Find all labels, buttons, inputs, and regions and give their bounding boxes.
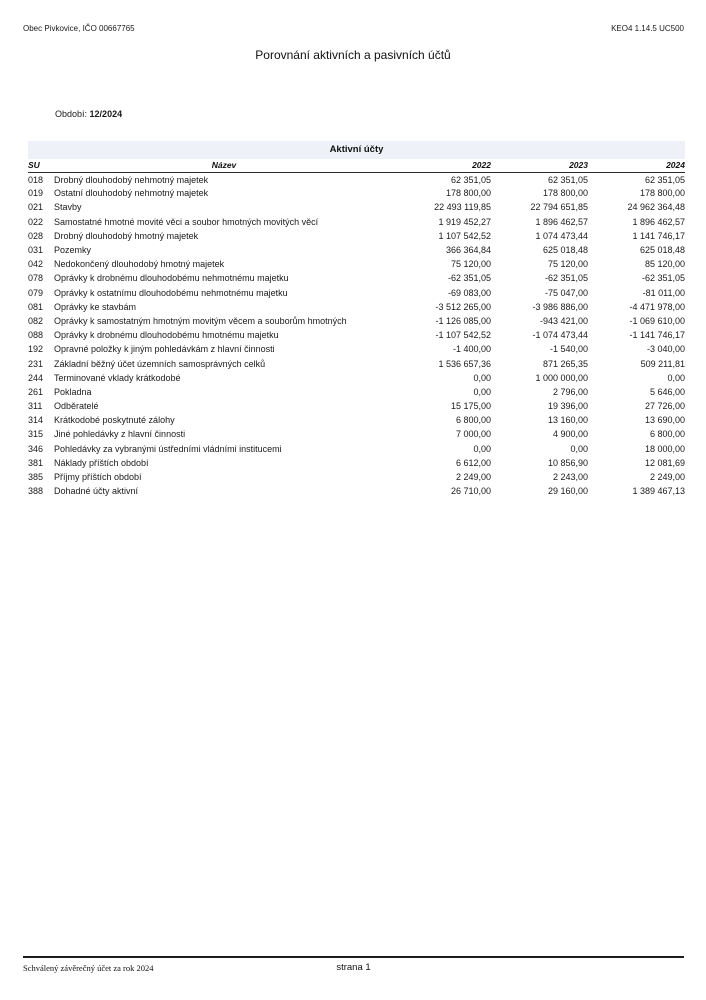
row-value-2024: 178 800,00: [639, 188, 685, 199]
row-value-2023: -1 074 473,44: [532, 330, 588, 341]
row-name: Jiné pohledávky z hlavní činnosti: [54, 429, 186, 440]
row-value-2022: 0,00: [473, 372, 491, 383]
page-number: strana 1: [336, 962, 371, 973]
row-value-2023: 10 856,90: [547, 457, 588, 468]
row-su: 021: [28, 202, 44, 213]
row-value-2023: 13 160,00: [547, 415, 588, 426]
row-name: Náklady příštích období: [54, 457, 149, 468]
row-value-2023: 19 396,00: [547, 401, 588, 412]
row-value-2022: 1 919 452,27: [438, 216, 491, 227]
row-name: Drobný dlouhodobý nehmotný majetek: [54, 175, 209, 186]
row-value-2022: -1 400,00: [452, 344, 491, 355]
table-row: [28, 314, 685, 328]
row-su: 192: [28, 344, 44, 355]
row-value-2024: 1 389 467,13: [632, 486, 685, 497]
row-name: Oprávky ke stavbám: [54, 301, 137, 312]
row-value-2023: 4 900,00: [552, 429, 588, 440]
row-value-2023: 0,00: [570, 443, 588, 454]
row-value-2024: -1 069 610,00: [629, 315, 685, 326]
row-value-2024: 18 000,00: [644, 443, 685, 454]
software-version: KEO4 1.14.5 UC500: [611, 24, 684, 33]
row-value-2023: -943 421,00: [539, 315, 588, 326]
row-value-2022: 75 120,00: [450, 259, 491, 270]
row-value-2022: -62 351,05: [447, 273, 491, 284]
row-value-2022: -69 083,00: [447, 287, 491, 298]
row-value-2022: 178 800,00: [445, 188, 491, 199]
row-value-2023: 22 794 651,85: [530, 202, 588, 213]
row-su: 315: [28, 429, 44, 440]
row-value-2023: 178 800,00: [542, 188, 588, 199]
row-value-2022: 1 536 657,36: [438, 358, 491, 369]
row-name: Dohadné účty aktivní: [54, 486, 139, 497]
table-section-title: Aktivní účty: [28, 141, 685, 159]
row-name: Drobný dlouhodobý hmotný majetek: [54, 230, 199, 241]
row-value-2024: 2 249,00: [649, 472, 685, 483]
row-value-2024: 13 690,00: [644, 415, 685, 426]
period-line: [55, 109, 122, 119]
row-name: Stavby: [54, 202, 82, 213]
table-row: [28, 200, 685, 214]
table-body: [28, 172, 685, 498]
row-value-2024: 24 962 364,48: [627, 202, 685, 213]
accounts-table-section: [28, 141, 685, 498]
row-value-2024: 6 800,00: [649, 429, 685, 440]
row-name: Pohledávky za vybranými ústředními vládními institucemi: [54, 443, 282, 454]
row-name: Základní běžný účet územních samosprávných celků: [54, 358, 266, 369]
row-su: 314: [28, 415, 44, 426]
row-name: Oprávky k samostatným hmotným movitým věcem a souborům hmotných: [54, 315, 347, 326]
row-value-2022: 22 493 119,85: [434, 202, 491, 213]
row-value-2022: 15 175,00: [450, 401, 491, 412]
document-header: [23, 24, 684, 33]
row-value-2024: -3 040,00: [646, 344, 685, 355]
table-row: [28, 328, 685, 342]
row-name: Oprávky k ostatnímu dlouhodobému nehmotnému majetku: [54, 287, 288, 298]
table-row: [28, 356, 685, 370]
table-header-row: [28, 159, 685, 172]
row-value-2022: 6 800,00: [455, 415, 491, 426]
row-value-2023: 1 074 473,44: [535, 230, 588, 241]
row-value-2023: 2 796,00: [552, 386, 588, 397]
row-su: 019: [28, 188, 44, 199]
row-su: 081: [28, 301, 44, 312]
row-name: Opravné položky k jiným pohledávkám z hlavní činnosti: [54, 344, 275, 355]
row-su: 381: [28, 457, 44, 468]
row-value-2022: -1 107 542,52: [435, 330, 491, 341]
row-name: Pozemky: [54, 245, 92, 256]
row-value-2024: 625 018,48: [639, 245, 685, 256]
row-value-2024: -62 351,05: [641, 273, 685, 284]
table-row: [28, 229, 685, 243]
row-name: Oprávky k drobnému dlouhodobému nehmotnému majetku: [54, 273, 289, 284]
table-row: [28, 427, 685, 441]
table-row: [28, 186, 685, 200]
row-su: 346: [28, 443, 44, 454]
row-value-2023: 871 265,35: [542, 358, 588, 369]
row-value-2022: 7 000,00: [455, 429, 491, 440]
period-label: Období:: [55, 109, 88, 119]
page-title: Porovnání aktivních a pasivních účtů: [255, 48, 451, 62]
row-value-2022: 0,00: [473, 386, 491, 397]
row-su: 018: [28, 175, 44, 186]
row-su: 042: [28, 259, 44, 270]
table-row: [28, 385, 685, 399]
row-value-2022: 366 364,84: [445, 245, 491, 256]
row-su: 028: [28, 230, 44, 241]
row-value-2022: 62 351,05: [450, 175, 491, 186]
row-value-2023: 29 160,00: [547, 486, 588, 497]
row-value-2024: -1 141 746,17: [629, 330, 685, 341]
row-name: Ostatní dlouhodobý nehmotný majetek: [54, 188, 209, 199]
footer-note: Schválený závěrečný účet za rok 2024: [23, 963, 154, 973]
row-value-2024: 12 081,69: [644, 457, 685, 468]
row-su: 082: [28, 315, 44, 326]
row-value-2023: -62 351,05: [544, 273, 588, 284]
row-su: 078: [28, 273, 44, 284]
row-value-2022: 26 710,00: [450, 486, 491, 497]
row-su: 385: [28, 472, 44, 483]
document-footer: [23, 956, 684, 980]
row-value-2023: -3 986 886,00: [532, 301, 588, 312]
table-row: [28, 399, 685, 413]
row-value-2024: 0,00: [667, 372, 685, 383]
row-su: 031: [28, 245, 44, 256]
row-name: Pokladna: [54, 386, 92, 397]
row-value-2024: 27 726,00: [644, 401, 685, 412]
column-header-su: SU: [28, 159, 54, 172]
table-row: [28, 484, 685, 498]
table-row: [28, 371, 685, 385]
row-su: 311: [28, 401, 43, 412]
row-value-2023: 75 120,00: [547, 259, 588, 270]
row-value-2022: 2 249,00: [455, 472, 491, 483]
row-name: Samostatné hmotné movité věci a soubor hmotných movitých věcí: [54, 216, 319, 227]
row-value-2023: -1 540,00: [549, 344, 588, 355]
column-header-2024: 2024: [588, 159, 685, 172]
table-header: [28, 159, 685, 172]
row-su: 261: [28, 386, 44, 397]
row-value-2023: 1 000 000,00: [535, 372, 588, 383]
period-value: 12/2024: [89, 109, 123, 119]
row-value-2024: -4 471 978,00: [629, 301, 685, 312]
table-row: [28, 243, 685, 257]
row-name: Odběratelé: [54, 401, 99, 412]
row-value-2024: 85 120,00: [644, 259, 685, 270]
row-value-2024: -81 011,00: [642, 287, 685, 298]
table-row: [28, 470, 685, 484]
row-su: 022: [28, 216, 44, 227]
row-value-2023: 625 018,48: [542, 245, 588, 256]
column-header-name: Název: [54, 159, 394, 172]
row-value-2023: 2 243,00: [552, 472, 588, 483]
table-row: [28, 442, 685, 456]
table-row: [28, 257, 685, 271]
row-value-2022: 1 107 542,52: [438, 230, 491, 241]
row-value-2023: 62 351,05: [547, 175, 588, 186]
accounts-table: [28, 159, 685, 498]
row-value-2024: 1 896 462,57: [632, 216, 685, 227]
row-su: 088: [28, 330, 44, 341]
row-value-2024: 5 646,00: [649, 386, 685, 397]
row-su: 244: [28, 372, 44, 383]
table-row: [28, 342, 685, 356]
row-su: 079: [28, 287, 44, 298]
row-value-2022: -1 126 085,00: [435, 315, 491, 326]
column-header-2023: 2023: [491, 159, 588, 172]
row-su: 388: [28, 486, 44, 497]
row-value-2024: 509 211,81: [640, 358, 685, 369]
row-name: Krátkodobé poskytnuté zálohy: [54, 415, 175, 426]
row-value-2024: 1 141 746,17: [632, 230, 685, 241]
table-row: [28, 300, 685, 314]
column-header-2022: 2022: [394, 159, 491, 172]
table-row: [28, 271, 685, 285]
row-value-2023: 1 896 462,57: [535, 216, 588, 227]
row-value-2023: -75 047,00: [544, 287, 588, 298]
table-row: [28, 172, 685, 186]
table-row: [28, 456, 685, 470]
row-su: 231: [28, 358, 44, 369]
row-value-2024: 62 351,05: [644, 175, 685, 186]
row-value-2022: 6 612,00: [455, 457, 491, 468]
row-value-2022: -3 512 265,00: [435, 301, 491, 312]
table-row: [28, 286, 685, 300]
org-identifier: Obec Pivkovice, IČO 00667765: [23, 24, 135, 33]
table-row: [28, 413, 685, 427]
row-name: Terminované vklady krátkodobé: [54, 372, 181, 383]
row-value-2022: 0,00: [473, 443, 491, 454]
row-name: Oprávky k drobnému dlouhodobému hmotnému majetku: [54, 330, 279, 341]
row-name: Nedokončený dlouhodobý hmotný majetek: [54, 259, 225, 270]
row-name: Příjmy příštích období: [54, 472, 142, 483]
table-row: [28, 215, 685, 229]
